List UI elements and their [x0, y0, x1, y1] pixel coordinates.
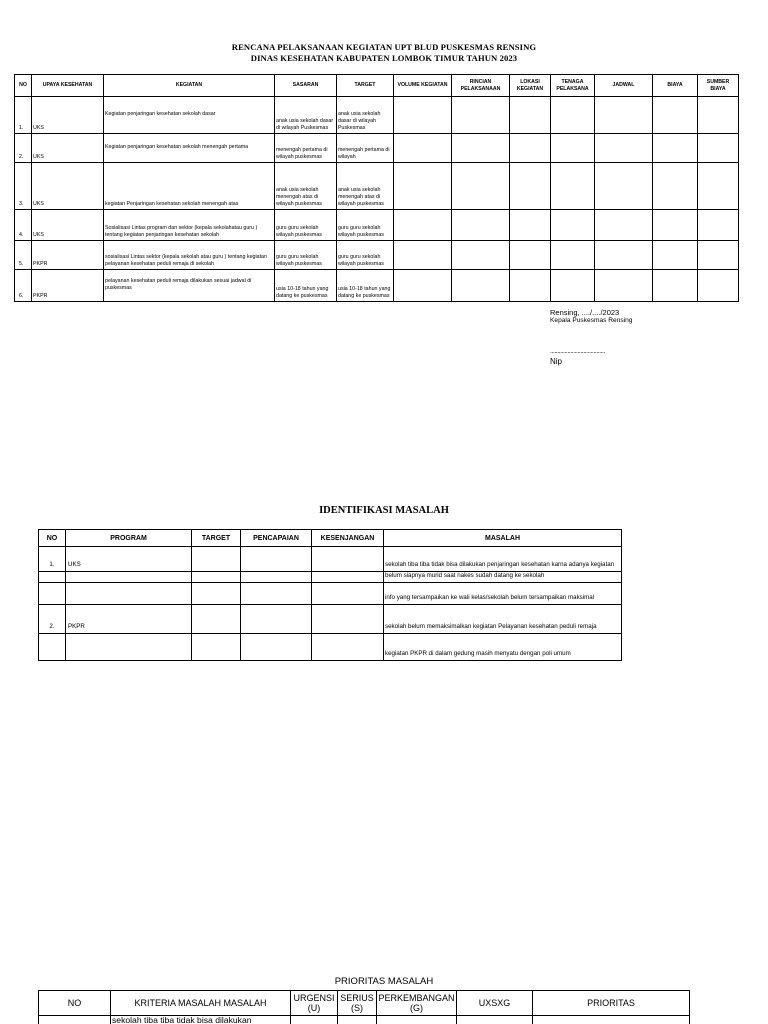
- priority-table-header-row: [39, 991, 690, 1016]
- cell-jadwal: [595, 241, 653, 270]
- cell-target: [192, 547, 241, 572]
- activity-plan-table: [14, 74, 739, 302]
- cell-volume: [394, 134, 452, 163]
- header-biaya: BIAYA: [653, 75, 698, 97]
- cell-rincian: [452, 97, 510, 134]
- header-sumber-biaya: SUMBER BIAYA: [698, 75, 739, 97]
- table-row: [15, 270, 739, 302]
- cell-no: 5.: [15, 241, 32, 270]
- table-row: [39, 1016, 690, 1024]
- cell-kegiatan: Sosialisasi Lintas program dan sektor (kepala sekolahatau guru ) tentang kegiatan penjaringan kesehatan sekolah: [104, 210, 275, 241]
- cell-upaya: UKS: [32, 210, 104, 241]
- signature-position: Kepala Puskesmas Rensing: [550, 317, 633, 324]
- header-target: TARGET: [192, 530, 241, 547]
- cell-no: 1.: [39, 547, 66, 572]
- cell-kegiatan: sosialisasi Lintas sektor (kepala sekolah atau guru ) tentang kegiatan pelayanan kesehatan peduli remaja di sekolah: [104, 241, 275, 270]
- problem-table-header-row: [39, 530, 622, 547]
- cell-sumber: [698, 241, 739, 270]
- cell-pencapaian: [241, 572, 312, 583]
- cell-upaya: UKS: [32, 163, 104, 210]
- cell-tenaga: [551, 97, 595, 134]
- cell-lokasi: [510, 241, 551, 270]
- cell-target: [192, 634, 241, 661]
- cell-tenaga: [551, 270, 595, 302]
- cell-tenaga: [551, 134, 595, 163]
- cell-kesenjangan: [312, 572, 384, 583]
- cell-sumber: [698, 97, 739, 134]
- header-serius: SERIUS (S): [338, 991, 377, 1016]
- cell-rincian: [452, 134, 510, 163]
- cell-tenaga: [551, 241, 595, 270]
- table-row: [15, 97, 739, 134]
- cell-tenaga: [551, 210, 595, 241]
- table-row: [15, 241, 739, 270]
- cell-kesenjangan: [312, 634, 384, 661]
- cell-uxsxg: [457, 1016, 533, 1024]
- cell-kesenjangan: [312, 605, 384, 634]
- cell-masalah: sekolah belum memaksimalkan kegiatan Pelayanan kesehatan peduli remaja: [384, 605, 622, 634]
- cell-program: [66, 634, 192, 661]
- cell-urgensi: [291, 1016, 338, 1024]
- cell-target: usia 10-18 tahun yang datang ke puskesmas: [337, 270, 394, 302]
- cell-program: PKPR: [66, 605, 192, 634]
- cell-target: menengah pertama di wilayah: [337, 134, 394, 163]
- cell-jadwal: [595, 163, 653, 210]
- cell-jadwal: [595, 134, 653, 163]
- header-tenaga-pelaksana: TENAGA PELAKSANA: [551, 75, 595, 97]
- header-sasaran: SASARAN: [275, 75, 337, 97]
- table-row: [15, 163, 739, 210]
- cell-sasaran: usia 10-18 tahun yang datang ke puskesmas: [275, 270, 337, 302]
- cell-kesenjangan: [312, 583, 384, 605]
- cell-masalah: kegiatan PKPR di dalam gedung masih menyatu dengan poli umum: [384, 634, 622, 661]
- cell-no: 6.: [15, 270, 32, 302]
- cell-upaya: UKS: [32, 97, 104, 134]
- table-row: [15, 210, 739, 241]
- cell-biaya: [653, 270, 698, 302]
- header-no: NO: [39, 991, 111, 1016]
- header-rincian-pelaksanaan: RINCIAN PELAKSANAAN: [452, 75, 510, 97]
- header-masalah: MASALAH: [384, 530, 622, 547]
- cell-no: [39, 1016, 111, 1024]
- cell-jadwal: [595, 210, 653, 241]
- table-row: [39, 547, 622, 572]
- cell-target: guru guru sekolah wilayah puskesmas: [337, 210, 394, 241]
- plan-table-header-row: [15, 75, 739, 97]
- header-program: PROGRAM: [66, 530, 192, 547]
- cell-no: 2.: [39, 605, 66, 634]
- cell-upaya: PKPR: [32, 241, 104, 270]
- cell-rincian: [452, 270, 510, 302]
- cell-masalah: sekolah tiba tiba tidak bisa dilakukan penjaringan kesehatan karna adanya kegiatan: [384, 547, 622, 572]
- cell-lokasi: [510, 97, 551, 134]
- cell-kriteria: sekolah tiba tiba tidak bisa dilakukan: [111, 1016, 291, 1024]
- problem-section-title: IDENTIFIKASI MASALAH: [319, 505, 449, 516]
- signature-place-date: Rensing, ..../..../2023: [550, 308, 620, 317]
- cell-tenaga: [551, 163, 595, 210]
- cell-lokasi: [510, 210, 551, 241]
- table-row: [39, 605, 622, 634]
- table-row: [39, 572, 622, 583]
- cell-no: 3.: [15, 163, 32, 210]
- header-pencapaian: PENCAPAIAN: [241, 530, 312, 547]
- header-perkembangan: PERKEMBANGAN (G): [377, 991, 457, 1016]
- cell-volume: [394, 210, 452, 241]
- cell-upaya: PKPR: [32, 270, 104, 302]
- cell-program: [66, 583, 192, 605]
- header-no: NO: [15, 75, 32, 97]
- cell-sumber: [698, 163, 739, 210]
- cell-target: [192, 583, 241, 605]
- cell-biaya: [653, 134, 698, 163]
- cell-volume: [394, 163, 452, 210]
- header-lokasi-kegiatan: LOKASI KEGIATAN: [510, 75, 551, 97]
- cell-masalah: info yang tersampaikan ke wali kelas/sekolah belum tersampaikan maksimal: [384, 583, 622, 605]
- cell-target: guru guru sekolah wilayah puskesmas: [337, 241, 394, 270]
- cell-kegiatan: Kegiatan penjaringan kesehatan sekolah dasar: [104, 97, 275, 134]
- header-kegiatan: KEGIATAN: [104, 75, 275, 97]
- cell-no: [39, 634, 66, 661]
- header-prioritas: PRIORITAS: [533, 991, 690, 1016]
- cell-target: anak usia sekolah menengah atas di wilayah puskesmas: [337, 163, 394, 210]
- cell-kegiatan: Kegiatan penjaringan kesehatan sekolah menengah pertama: [104, 134, 275, 163]
- cell-no: 4.: [15, 210, 32, 241]
- cell-masalah: belum siapnya murid saat nakes sudah datang ke sekolah: [384, 572, 622, 583]
- header-upaya-kesehatan: UPAYA KESEHATAN: [32, 75, 104, 97]
- cell-pencapaian: [241, 583, 312, 605]
- cell-program: [66, 572, 192, 583]
- cell-kesenjangan: [312, 547, 384, 572]
- cell-pencapaian: [241, 547, 312, 572]
- cell-perkembangan: [377, 1016, 457, 1024]
- cell-volume: [394, 270, 452, 302]
- table-row: [39, 634, 622, 661]
- cell-sumber: [698, 210, 739, 241]
- problem-priority-table: [38, 990, 690, 1024]
- cell-lokasi: [510, 163, 551, 210]
- cell-sumber: [698, 270, 739, 302]
- signature-nip: Nip: [550, 357, 563, 366]
- cell-no: 2.: [15, 134, 32, 163]
- cell-lokasi: [510, 134, 551, 163]
- cell-biaya: [653, 210, 698, 241]
- cell-pencapaian: [241, 605, 312, 634]
- cell-volume: [394, 97, 452, 134]
- cell-target: [192, 572, 241, 583]
- cell-upaya: UKS: [32, 134, 104, 163]
- cell-target: anak usia sekolah dasar di wilayah Puskesmas: [337, 97, 394, 134]
- document-title-line1: RENCANA PELAKSANAAN KEGIATAN UPT BLUD PUSKESMAS RENSING: [231, 42, 537, 52]
- cell-sasaran: anak usia sekolah menengah atas di wilayah puskesmas: [275, 163, 337, 210]
- cell-sasaran: menengah pertama di wilayah puskesmas: [275, 134, 337, 163]
- cell-program: UKS: [66, 547, 192, 572]
- cell-serius: [338, 1016, 377, 1024]
- cell-sasaran: guru guru sekolah wilayah puskesmas: [275, 210, 337, 241]
- cell-rincian: [452, 163, 510, 210]
- cell-biaya: [653, 241, 698, 270]
- priority-section-title: PRIORITAS MASALAH: [334, 976, 434, 987]
- header-jadwal: JADWAL: [595, 75, 653, 97]
- document-title-line2: DINAS KESEHATAN KABUPATEN LOMBOK TIMUR TAHUN 2023: [250, 53, 518, 63]
- problem-identification-table: [38, 529, 622, 661]
- cell-kegiatan: kegiatan Penjaringan kesehatan sekolah menengah atas: [104, 163, 275, 210]
- header-kriteria-masalah: KRITERIA MASALAH MASALAH: [111, 991, 291, 1016]
- signature-line: ......................................: [550, 348, 605, 355]
- header-target: TARGET: [337, 75, 394, 97]
- cell-no: [39, 583, 66, 605]
- cell-jadwal: [595, 97, 653, 134]
- cell-volume: [394, 241, 452, 270]
- cell-no: [39, 572, 66, 583]
- cell-biaya: [653, 163, 698, 210]
- table-row: [39, 583, 622, 605]
- cell-lokasi: [510, 270, 551, 302]
- header-volume-kegiatan: VOLUME KEGIATAN: [394, 75, 452, 97]
- header-kesenjangan: KESENJANGAN: [312, 530, 384, 547]
- cell-rincian: [452, 241, 510, 270]
- header-no: NO: [39, 530, 66, 547]
- cell-sumber: [698, 134, 739, 163]
- cell-biaya: [653, 97, 698, 134]
- cell-pencapaian: [241, 634, 312, 661]
- cell-rincian: [452, 210, 510, 241]
- cell-sasaran: anak usia sekolah dasar di wilayah Puskesmas: [275, 97, 337, 134]
- table-row: [15, 134, 739, 163]
- cell-prioritas: [533, 1016, 690, 1024]
- cell-target: [192, 605, 241, 634]
- header-uxsxg: UXSXG: [457, 991, 533, 1016]
- cell-no: 1.: [15, 97, 32, 134]
- cell-sasaran: guru guru sekolah wilayah puskesmas: [275, 241, 337, 270]
- cell-kegiatan: pelayanan kesehatan peduli remaja dilakukan sesuai jadwal di puskesmas: [104, 270, 275, 302]
- header-urgensi: URGENSI (U): [291, 991, 338, 1016]
- cell-jadwal: [595, 270, 653, 302]
